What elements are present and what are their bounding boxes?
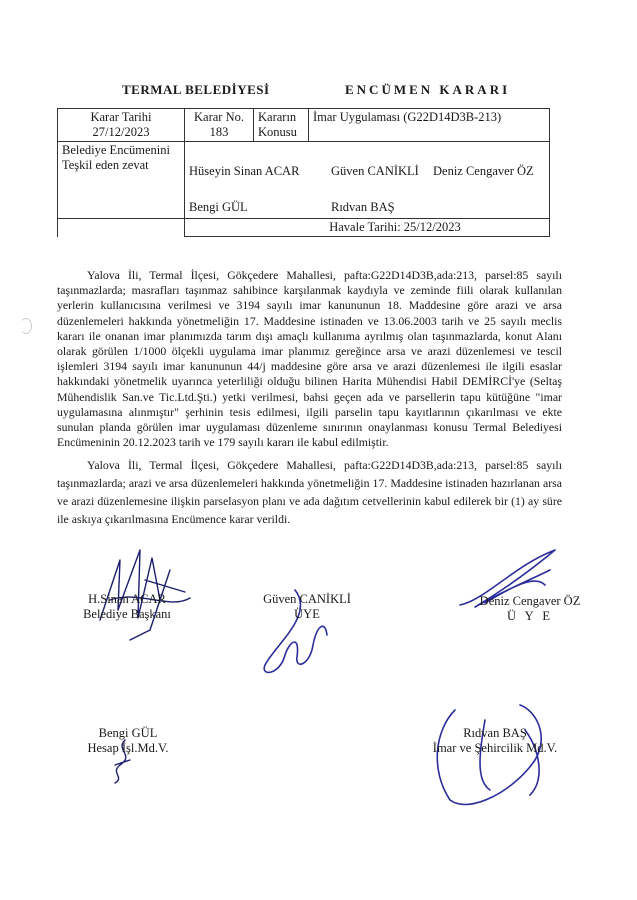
decision-info-table — [57, 108, 550, 237]
signatory-name: Rıdvan BAŞ — [463, 726, 527, 740]
subject-label-line-1: Kararın — [258, 110, 297, 124]
decision-no-cell — [185, 109, 254, 142]
member-name: Deniz Cengaver ÖZ — [433, 164, 534, 178]
signatory-title: Hesap İşl.Md.V. — [87, 741, 169, 755]
document-type: ENCÜMEN KARARI — [345, 82, 511, 97]
decision-no: 183 — [209, 125, 229, 139]
decision-paragraph-2: Yalova İli, Termal İlçesi, Gökçedere Mahallesi, pafta:G22D14D3B,ada:213, parsel:85 sayılı taşınmazlarda; arazi ve arsa düzenlemeleri hakkında yönetmeliğin 17. Maddesine istinaden hazırlanan arsa ve arazi düzenlemesine ilişkin parselasyon planı ve ada dağıtım cetvellerinin kabul edilerek bir (1) ay süre ile askıya çıkarılmasına Encümence karar verildi. — [57, 458, 562, 526]
member-name: Hüseyin Sinan ACAR — [189, 164, 300, 178]
signatory-name: Deniz Cengaver ÖZ — [479, 594, 581, 608]
decision-no-label: Karar No. — [194, 110, 244, 124]
committee-label-cell — [58, 142, 185, 219]
referral-date: Havale Tarihi: 25/12/2023 — [185, 219, 550, 237]
subject-cell — [309, 109, 550, 142]
signature-block — [470, 594, 590, 624]
signatory-title: Ü Y E — [506, 609, 553, 623]
signature-block — [78, 726, 178, 756]
decision-date: 27/12/2023 — [92, 125, 150, 139]
signatory-title: İmar ve Şehircilik Md.V. — [432, 741, 558, 755]
member-name: Rıdvan BAŞ — [331, 200, 395, 214]
signatory-name: Bengi GÜL — [98, 726, 158, 740]
decision-subject: İmar Uygulaması (G22D14D3B-213) — [313, 110, 502, 124]
member-name: Bengi GÜL — [189, 200, 248, 214]
signatory-name: Güven CANİKLİ — [263, 592, 351, 606]
decision-paragraph-1: Yalova İli, Termal İlçesi, Gökçedere Mahallesi, pafta:G22D14D3B,ada:213, parsel:85 sayılı taşınmazlarda; masrafları taşınmaz sahibince karşılanmak kaydıyla ve zeminde fiili olarak kullanılan yerlerin kullanıcısına verilmesi ve 3194 sayılı imar kanununun 18. Maddesine göre arazi ve arsa düzenlemeleri hakkında yönetmeliğin 17. Maddesine istinaden ve 13.06.2003 tarih ve 25 sayılı meclis kararı ile onanan imar planımızda tarım dışı amaçlı kullanıma ayrılmış olan taşınmazlarda, konut Alanı olarak görülen 1/1000 ölçekli uygulama imar planımız gereğince arsa ve arazi düzenlemesi ve tescil işlemleri 3194 sayılı imar kanununun 44/j maddesine göre arsa ve arazi düzenlemesi ile ilgili esaslar hakkındaki yönetmelik uyarınca yeterliliği olduğu bilinen Harita Mühendisi Habil DEMİRCİ'ye (Seltaş Mühendislik San.ve Tic.Ltd.Şti.) yetki verilmesi, bahsi geçen ada ve parsellerin tapu kütüğüne "imar uygulamasına alınmıştır" şerhinin tesis edilmesi, ilgili parselin tapu kayıtlarının çıkarılması ve ekte sunulan planda görülen imar uygulaması düzenleme sınırının onaylanması konusu Termal Belediyesi Encümeninin 20.12.2023 tarih ve 179 sayılı kararı ile kabul edilmiştir. — [57, 268, 562, 450]
punch-hole-mark — [20, 318, 32, 334]
signatory-title: ÜYE — [294, 607, 320, 621]
signatory-name: H.Sinan ACAR — [88, 592, 166, 606]
decision-date-label: Karar Tarihi — [90, 110, 152, 124]
signature-block — [252, 592, 362, 622]
member-name: Güven CANİKLİ — [331, 164, 419, 178]
subject-label-line-2: Konusu — [258, 125, 297, 139]
committee-members-cell — [185, 142, 550, 219]
decision-date-cell — [58, 109, 185, 142]
subject-label-cell — [254, 109, 309, 142]
signature-block — [62, 592, 192, 622]
signature-block — [420, 726, 570, 756]
committee-label-line-1: Belediye Encümenini — [62, 143, 170, 157]
signatory-title: Belediye Başkanı — [83, 607, 171, 621]
institution-name: TERMAL BELEDİYESİ — [122, 82, 270, 97]
committee-label-line-2: Teşkil eden zevat — [62, 158, 149, 172]
